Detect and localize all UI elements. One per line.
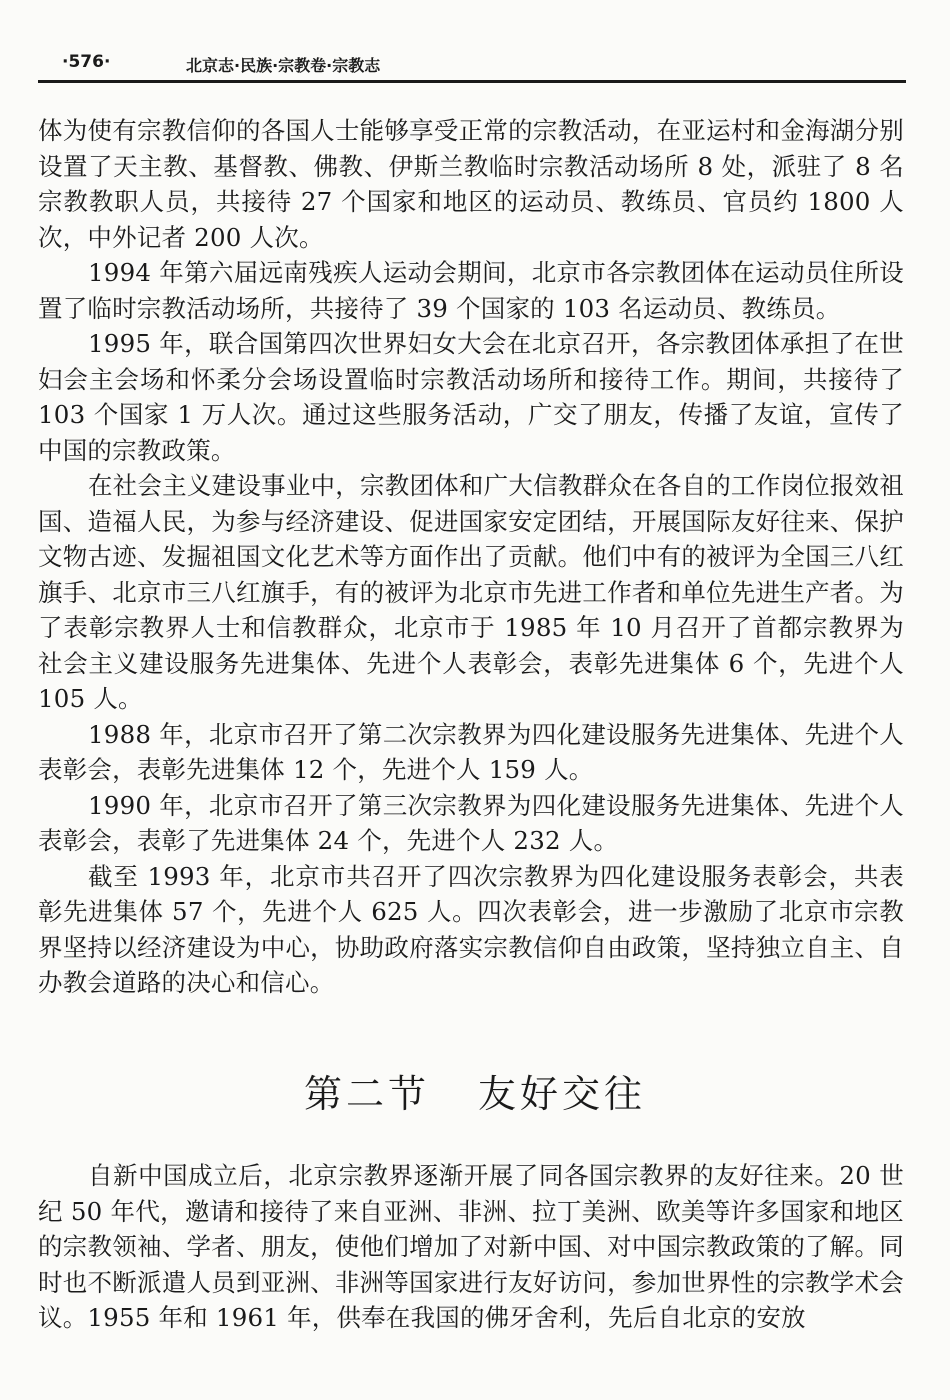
section-title: 友好交往 (478, 1072, 647, 1116)
body-text-bottom (38, 1158, 904, 1336)
paragraph-1988: 1988 年，北京市召开了第二次宗教界为四化建设服务先进集体、先进个人表彰会，表彰先进集体 12 个，先进个人 159 人。 (38, 719, 904, 784)
body-text-top (38, 113, 904, 1001)
paragraph-1990: 1990 年，北京市召开了第三次宗教界为四化建设服务先进集体、先进个人表彰会，表彰了先进集体 24 个，先进个人 232 人。 (38, 790, 904, 855)
section-number: 第二节 (303, 1072, 430, 1116)
paragraph-1994: 1994 年第六届远南残疾人运动会期间，北京市各宗教团体在运动员住所设置了临时宗教活动场所，共接待了 39 个国家的 103 名运动员、教练员。 (38, 258, 904, 323)
paragraph-1995: 1995 年，联合国第四次世界妇女大会在北京召开，各宗教团体承担了在世妇会主会场和怀柔分会场设置临时宗教活动场所和接待工作。期间，共接待了 103 个国家 1 万人次。通过这些服务活动，广交了朋友，传播了友谊，宣传了中国的宗教政策。 (38, 329, 904, 465)
paragraph-socialist-construction: 在社会主义建设事业中，宗教团体和广大信教群众在各自的工作岗位报效祖国、造福人民，为参与经济建设、促进国家安定团结，开展国际友好往来、保护文物古迹、发掘祖国文化艺术等方面作出了贡献。他们中有的被评为全国三八红旗手、北京市三八红旗手，有的被评为北京市先进工作者和单位先进生产者。为了表彰宗教界人士和信教群众，北京市于 1985 年 10 月召开了首都宗教界为社会主义建设服务先进集体、先进个人表彰会，表彰先进集体 6 个，先进个人 105 人。 (38, 471, 904, 713)
page-number: ·576· (62, 52, 111, 72)
paragraph-continued: 体为使有宗教信仰的各国人士能够享受正常的宗教活动，在亚运村和金海湖分别设置了天主教、基督教、佛教、伊斯兰教临时宗教活动场所 8 处，派驻了 8 名宗教教职人员，共接待 27 个国家和地区的运动员、教练员、官员约 1800 人次，中外记者 200 人次。 (38, 116, 904, 252)
section-heading (0, 1063, 950, 1118)
paragraph-friendly-exchange: 自新中国成立后，北京宗教界逐渐开展了同各国宗教界的友好往来。20 世纪 50 年代，邀请和接待了来自亚洲、非洲、拉丁美洲、欧美等许多国家和地区的宗教领袖、学者、朋友，使他们增加了对新中国、对中国宗教政策的了解。同时也不断派遣人员到亚洲、非洲等国家进行友好访问，参加世界性的宗教学术会议。1955 年和 1961 年，供奉在我国的佛牙舍利，先后自北京的安放 (38, 1161, 904, 1332)
running-header (38, 50, 906, 83)
paragraph-1993: 截至 1993 年，北京市共召开了四次宗教界为四化建设服务表彰会，共表彰先进集体 57 个，先进个人 625 人。四次表彰会，进一步激励了北京市宗教界坚持以经济建设为中心，协助政府落实宗教信仰自由政策，坚持独立自主、自办教会道路的决心和信心。 (38, 861, 904, 997)
running-title: 北京志·民族·宗教卷·宗教志 (186, 56, 381, 75)
